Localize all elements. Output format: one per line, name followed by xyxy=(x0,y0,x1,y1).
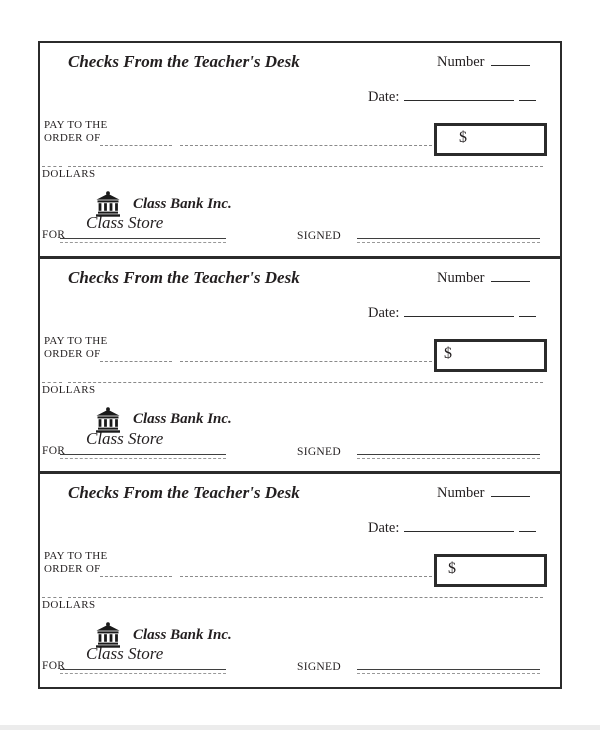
order-of-line xyxy=(100,563,172,577)
pay-to-label xyxy=(44,119,108,145)
date-field xyxy=(368,89,536,106)
dollars-line xyxy=(42,584,62,598)
for-line xyxy=(60,669,226,674)
bank-name: Class Bank Inc. xyxy=(133,626,232,643)
check-title: Checks From the Teacher's Desk xyxy=(68,267,300,287)
date-line-long xyxy=(404,520,514,532)
pay-to-the-label: PAY TO THE xyxy=(44,334,108,347)
dollar-sign: $ xyxy=(448,560,456,578)
for-line xyxy=(60,238,226,243)
for-value: Class Store xyxy=(86,644,164,664)
order-of-line xyxy=(180,563,432,577)
number-label: Number xyxy=(437,269,485,286)
for-line xyxy=(60,454,226,459)
date-line-long xyxy=(404,305,514,317)
order-of-label: ORDER OF xyxy=(44,347,101,360)
dollar-sign: $ xyxy=(444,344,452,362)
date-field xyxy=(368,305,536,322)
pay-to-the-label: PAY TO THE xyxy=(44,119,108,131)
dollars-line xyxy=(42,369,62,383)
bank-name: Class Bank Inc. xyxy=(133,195,232,212)
for-label: FOR xyxy=(42,229,66,241)
page-bottom-edge xyxy=(0,725,600,730)
dollars-label: DOLLARS xyxy=(42,383,96,396)
pay-to-the-label: PAY TO THE xyxy=(44,550,108,563)
check-2 xyxy=(40,256,560,472)
dollars-label: DOLLARS xyxy=(42,168,96,180)
amount-box xyxy=(434,123,547,156)
signed-label: SIGNED xyxy=(297,445,341,458)
signed-label: SIGNED xyxy=(297,661,341,674)
dollars-line xyxy=(68,153,543,167)
signed-line xyxy=(357,669,540,674)
date-line-long xyxy=(404,89,514,101)
check-title: Checks From the Teacher's Desk xyxy=(68,483,300,503)
number-label: Number xyxy=(437,485,485,502)
number-field xyxy=(437,270,530,287)
signed-line xyxy=(357,238,540,243)
for-label: FOR xyxy=(42,660,66,673)
number-line xyxy=(491,54,530,66)
check-1 xyxy=(40,43,560,256)
dollars-line xyxy=(42,153,62,167)
order-of-line xyxy=(180,348,432,362)
number-field xyxy=(437,54,530,71)
dollars-label: DOLLARS xyxy=(42,599,96,612)
order-of-label: ORDER OF xyxy=(44,563,101,576)
date-field xyxy=(368,520,536,537)
order-of-line xyxy=(100,348,172,362)
pay-to-label xyxy=(44,550,108,576)
date-line-short xyxy=(519,305,536,317)
date-label: Date: xyxy=(368,304,400,321)
amount-box xyxy=(434,339,547,372)
order-of-line xyxy=(100,132,172,146)
for-value: Class Store xyxy=(86,428,164,448)
check-3 xyxy=(40,471,560,687)
check-sheet xyxy=(38,41,562,689)
for-label: FOR xyxy=(42,444,66,457)
signed-label: SIGNED xyxy=(297,230,341,242)
number-line xyxy=(491,485,530,497)
check-title: Checks From the Teacher's Desk xyxy=(68,52,300,71)
order-of-label: ORDER OF xyxy=(44,132,101,144)
amount-box xyxy=(434,554,547,587)
number-label: Number xyxy=(437,54,485,70)
bank-name: Class Bank Inc. xyxy=(133,411,232,428)
for-value: Class Store xyxy=(86,213,164,232)
order-of-line xyxy=(180,132,432,146)
signed-line xyxy=(357,454,540,459)
dollar-sign: $ xyxy=(459,129,467,146)
dollars-line xyxy=(68,584,543,598)
date-line-short xyxy=(519,89,536,101)
number-line xyxy=(491,270,530,282)
number-field xyxy=(437,485,530,502)
date-label: Date: xyxy=(368,89,400,105)
pay-to-label xyxy=(44,335,108,361)
date-line-short xyxy=(519,520,536,532)
dollars-line xyxy=(68,369,543,383)
date-label: Date: xyxy=(368,520,400,537)
